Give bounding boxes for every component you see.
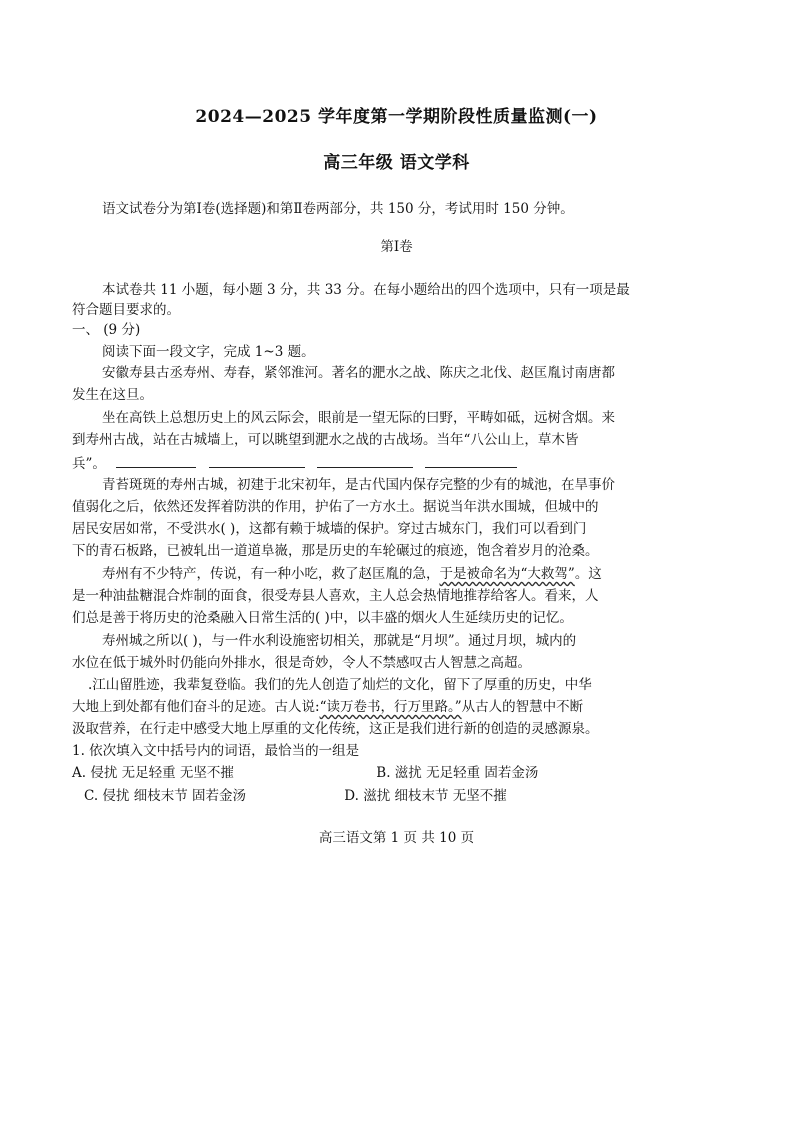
exam-intro: 语文试卷分为第Ⅰ卷(选择题)和第Ⅱ卷两部分，共 150 分，考试用时 150 分钟。 [102, 201, 574, 217]
wavy-underlined-text: 于是被命名为“大救驾” [439, 566, 575, 582]
options-row-1 [72, 764, 720, 783]
answer-blank[interactable] [317, 453, 413, 468]
answer-blank[interactable] [425, 453, 517, 468]
answer-blank[interactable] [209, 453, 305, 468]
exam-title: 2024—2025 学年度第一学期阶段性质量监测(一) [195, 107, 598, 127]
passage-text: 寿州有不少特产，传说，有一种小吃，救了赵匡胤的急， [102, 566, 440, 582]
passage-line: 下的青石板路，已被轧出一道道阜嶶，那是历史的车轮碾过的痕迹，饱含着岁月的沧桑。 [72, 543, 599, 559]
page-footer: 高三语文第 1 页 共 10 页 [318, 830, 475, 846]
passage-line: 坐在高铁上总想历史上的风云际会，眼前是一望无际的曰野，平畴如砥，远树含烟。来 [102, 410, 615, 426]
passage-text: 大地上到处都有他们奋斗的足迹。古人说: [72, 699, 320, 715]
passage-line [72, 698, 720, 717]
option-b[interactable]: B. 滋扰 无足轻重 固若金汤 [376, 765, 539, 781]
passage-text: 兵”。 [72, 456, 106, 472]
section-heading: 第Ⅰ卷 [380, 239, 413, 255]
passage-line: 安徽寿县古丞寿州、寿春，紧邻淮河。著名的淝水之战、陈庆之北伐、赵匡胤讨南唐都 [102, 365, 615, 381]
passage-text: 从古人的智慧中不断 [461, 699, 584, 715]
passage-line: 值弱化之后，依然还发挥着防洪的作用，护佑了一方水土。据说当年洪水围城，但城中的 [72, 499, 599, 515]
passage-line-with-blanks [72, 453, 720, 474]
question-stem: 1. 依次填入文中括号内的词语，最恰当的一组是 [72, 743, 360, 759]
passage-line: 汲取营养，在行走中感受大地上厚重的文化传统，这正是我们进行新的创造的灵感源泉。 [72, 721, 599, 737]
option-c[interactable]: C. 侵扰 细枝末节 固若金汤 [84, 788, 247, 804]
passage-line: .江山留胜迹，我辈复登临。我们的先人创造了灿烂的文化，留下了厚重的历史，中华 [88, 677, 592, 693]
instructions-line-2: 符合题目要求的。 [72, 302, 180, 318]
options-row-2 [72, 787, 720, 806]
passage-line: 发生在这旦。 [72, 387, 153, 403]
passage-text: 。这 [574, 566, 602, 582]
passage-line [72, 565, 720, 584]
passage-line: 是一种油盐糖混合炸制的面食，很受寿县人喜欢，主人总会热情地推荐给客人。看来，人 [72, 588, 599, 604]
instructions-line-1: 本试卷共 11 小题，每小题 3 分，共 33 分。在每小题给出的四个选项中，只有一项是最 [102, 282, 630, 298]
passage-line: 水位在低于城外时仍能向外排水，很是奇妙，令人不禁感叹古人智慧之高超。 [72, 655, 531, 671]
option-d[interactable]: D. 滋扰 细枝末节 无坚不摧 [344, 788, 507, 804]
passage-line: 到寿州古战，站在古城墙上，可以眺望到淝水之战的古战场。当年“八公山上，草木皆 [72, 432, 579, 448]
wavy-underlined-quote: “读万卷书，行万里路。” [319, 699, 462, 715]
passage-line: 青苔斑斑的寿州古城，初建于北宋初年，是古代国内保存完整的少有的城池，在旱事价 [102, 477, 615, 493]
passage-line: 们总是善于将历史的沧桑融入日常生活的( )中，以丰盛的烟火人生延续历史的记忆。 [72, 610, 573, 626]
read-prompt: 阅读下面一段文字，完成 1~3 题。 [102, 344, 315, 360]
part-heading: 一、 (9 分) [72, 322, 141, 338]
option-a[interactable]: A. 侵扰 无足轻重 无坚不摧 [72, 765, 234, 781]
answer-blank[interactable] [116, 453, 196, 468]
passage-line: 居民安居如常，不受洪水( )，这都有赖于城墙的保护。穿过古城东门，我们可以看到门 [72, 521, 587, 537]
passage-line: 寿州城之所以( )，与一件水利设施密切相关，那就是“月坝”。通过月坝，城内的 [102, 633, 577, 649]
exam-subtitle: 高三年级 语文学科 [323, 153, 470, 173]
